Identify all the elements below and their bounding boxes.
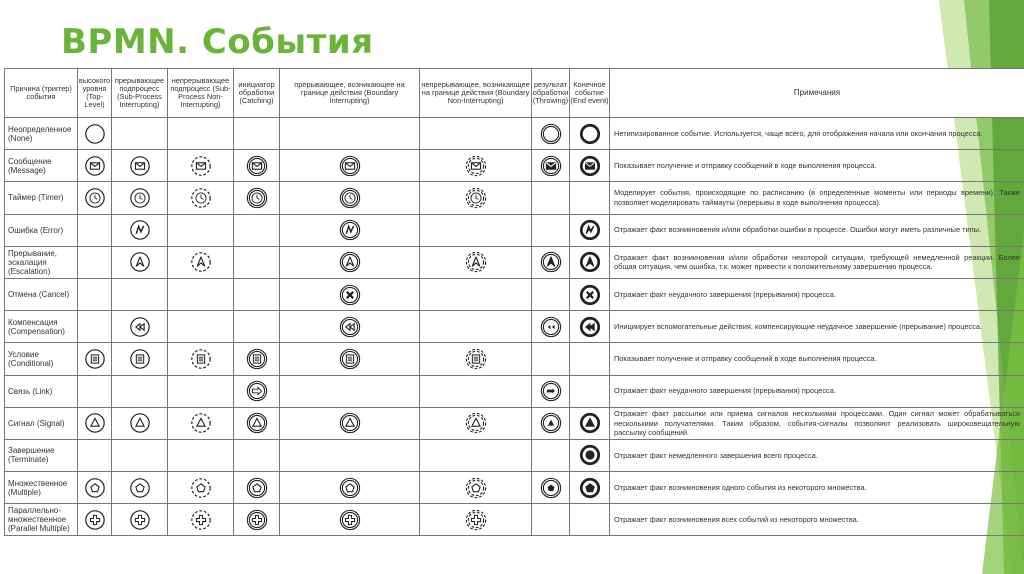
event-type-name: Сигнал (Signal): [5, 407, 78, 439]
event-type-name: Условие (Conditional): [5, 343, 78, 375]
event-symbol-cell: [168, 407, 234, 439]
multiple-intermediate-dashed-icon: [465, 477, 487, 499]
event-symbol-cell: [234, 472, 280, 504]
event-type-name: Ошибка (Error): [5, 214, 78, 246]
table-row: [5, 343, 1024, 375]
event-symbol-cell: [570, 182, 610, 214]
event-symbol-cell: [234, 150, 280, 182]
event-type-name: Связь (Link): [5, 375, 78, 407]
event-symbol-cell: [168, 278, 234, 310]
event-symbol-cell: [112, 182, 168, 214]
event-symbol-cell: [234, 246, 280, 278]
event-symbol-cell: [420, 214, 532, 246]
timer-intermediate-icon: [246, 187, 268, 209]
event-symbol-cell: [570, 214, 610, 246]
parallel-start-icon: [129, 509, 151, 531]
event-symbol-cell: [78, 375, 112, 407]
compensation-start-icon: [129, 316, 151, 338]
timer-intermediate-dashed-icon: [465, 187, 487, 209]
signal-end-filled-icon: [579, 412, 601, 434]
event-symbol-cell: [78, 278, 112, 310]
event-symbol-cell: [234, 504, 280, 536]
event-type-name: Таймер (Timer): [5, 182, 78, 214]
event-type-name: Сообщение (Message): [5, 150, 78, 182]
event-symbol-cell: [168, 182, 234, 214]
table-row: [5, 472, 1024, 504]
event-symbol-cell: [112, 311, 168, 343]
escalation-start-dashed-icon: [190, 251, 212, 273]
event-note: Отражает факт неудачного завершения (прерывания) процесса.: [610, 375, 1024, 407]
header-throwing: результат обработки (Throwing): [532, 69, 570, 118]
event-symbol-cell: [532, 182, 570, 214]
event-symbol-cell: [112, 118, 168, 150]
event-symbol-cell: [234, 278, 280, 310]
header-trigger: Причина (триггер) события: [5, 69, 78, 118]
event-symbol-cell: [570, 407, 610, 439]
table-row: [5, 504, 1024, 536]
header-end: Конечное событие (End event): [570, 69, 610, 118]
event-symbol-cell: [168, 439, 234, 471]
multiple-intermediate-filled-icon: [540, 477, 562, 499]
cancel-end-filled-icon: [579, 284, 601, 306]
timer-start-icon: [84, 187, 106, 209]
event-type-name: Параллельно-множественное (Parallel Multiple): [5, 504, 78, 536]
signal-intermediate-dashed-icon: [465, 412, 487, 434]
event-symbol-cell: [112, 343, 168, 375]
parallel-start-icon: [84, 509, 106, 531]
event-symbol-cell: [78, 407, 112, 439]
event-symbol-cell: [234, 118, 280, 150]
slide-title: BPMN. События: [61, 22, 374, 62]
event-symbol-cell: [234, 214, 280, 246]
event-note: Нетипизированное событие. Используется, чаще всего, для отображения начала или окончания процесса.: [610, 118, 1024, 150]
cancel-intermediate-icon: [339, 284, 361, 306]
multiple-intermediate-icon: [339, 477, 361, 499]
table-row: [5, 118, 1024, 150]
event-type-name: Завершение (Terminate): [5, 439, 78, 471]
event-symbol-cell: [570, 246, 610, 278]
table-row: [5, 246, 1024, 278]
event-symbol-cell: [112, 278, 168, 310]
event-symbol-cell: [420, 439, 532, 471]
table-row: [5, 150, 1024, 182]
event-symbol-cell: [234, 182, 280, 214]
timer-start-icon: [129, 187, 151, 209]
header-top-level: высокого уровня (Top-Level): [78, 69, 112, 118]
signal-intermediate-icon: [246, 412, 268, 434]
event-symbol-cell: [420, 407, 532, 439]
parallel-intermediate-icon: [339, 509, 361, 531]
event-symbol-cell: [112, 150, 168, 182]
signal-start-icon: [84, 412, 106, 434]
event-symbol-cell: [280, 343, 420, 375]
event-symbol-cell: [168, 343, 234, 375]
table-row: [5, 311, 1024, 343]
event-symbol-cell: [168, 246, 234, 278]
event-symbol-cell: [420, 504, 532, 536]
event-symbol-cell: [168, 504, 234, 536]
event-symbol-cell: [78, 150, 112, 182]
signal-intermediate-icon: [339, 412, 361, 434]
event-symbol-cell: [420, 375, 532, 407]
event-symbol-cell: [234, 375, 280, 407]
event-symbol-cell: [168, 472, 234, 504]
event-symbol-cell: [280, 407, 420, 439]
header-sub-interrupting: прерывающее подпроцесс (Sub-Process Interrupting): [112, 69, 168, 118]
event-symbol-cell: [112, 472, 168, 504]
table-row: [5, 214, 1024, 246]
event-symbol-cell: [280, 118, 420, 150]
escalation-intermediate-icon: [339, 251, 361, 273]
escalation-intermediate-dashed-icon: [465, 251, 487, 273]
message-end-filled-icon: [579, 155, 601, 177]
event-symbol-cell: [78, 504, 112, 536]
event-type-name: Компенсация (Compensation): [5, 311, 78, 343]
signal-start-dashed-icon: [190, 412, 212, 434]
event-symbol-cell: [420, 311, 532, 343]
event-note: Показывает получение и отправку сообщений в ходе выполнения процесса.: [610, 343, 1024, 375]
compensation-intermediate-filled-icon: [540, 316, 562, 338]
event-symbol-cell: [78, 182, 112, 214]
event-symbol-cell: [280, 504, 420, 536]
event-symbol-cell: [570, 439, 610, 471]
message-start-icon: [129, 155, 151, 177]
event-symbol-cell: [112, 407, 168, 439]
event-symbol-cell: [532, 118, 570, 150]
escalation-intermediate-filled-icon: [540, 251, 562, 273]
multiple-start-dashed-icon: [190, 477, 212, 499]
event-symbol-cell: [78, 214, 112, 246]
event-symbol-cell: [234, 407, 280, 439]
timer-intermediate-icon: [339, 187, 361, 209]
event-symbol-cell: [570, 311, 610, 343]
table-row: [5, 407, 1024, 439]
error-end-filled-icon: [579, 219, 601, 241]
event-symbol-cell: [168, 375, 234, 407]
event-symbol-cell: [420, 182, 532, 214]
header-boundary-interrupting: прерывающее, возникающее на границе действия (Boundary Interrupting): [280, 69, 420, 118]
compensation-end-filled-icon: [579, 316, 601, 338]
parallel-intermediate-icon: [246, 509, 268, 531]
none-start-icon: [84, 123, 106, 145]
event-symbol-cell: [280, 311, 420, 343]
event-symbol-cell: [280, 182, 420, 214]
event-symbol-cell: [78, 118, 112, 150]
event-note: Отражает факт возникновения и/или обработки ошибки в процессе. Ошибки могут иметь различные типы.: [610, 214, 1024, 246]
event-symbol-cell: [532, 472, 570, 504]
event-symbol-cell: [280, 472, 420, 504]
header-notes: Примечания: [610, 69, 1024, 118]
event-symbol-cell: [112, 214, 168, 246]
event-note: Отражает факт возникновения и/или обработки некоторой ситуации, требующей немедленной реакции. Более общая ситуация, чем ошибка, т.к. может привести к положительному завершению процесса.: [610, 246, 1024, 278]
event-symbol-cell: [420, 278, 532, 310]
event-type-name: Отмена (Cancel): [5, 278, 78, 310]
event-note: Инициирует вспомогательные действия, компенсирующие неудачное завершение (прерывание) процесса.: [610, 311, 1024, 343]
none-intermediate-icon: [540, 123, 562, 145]
header-catching: инициатор обработки (Catching): [234, 69, 280, 118]
event-symbol-cell: [532, 150, 570, 182]
escalation-end-filled-icon: [579, 251, 601, 273]
event-symbol-cell: [112, 439, 168, 471]
event-symbol-cell: [570, 343, 610, 375]
multiple-end-filled-icon: [579, 477, 601, 499]
event-symbol-cell: [280, 375, 420, 407]
event-symbol-cell: [532, 311, 570, 343]
event-note: Отражает факт возникновения одного события из некоторого множества.: [610, 472, 1024, 504]
conditional-start-dashed-icon: [190, 348, 212, 370]
event-type-name: Неопределенное (None): [5, 118, 78, 150]
link-intermediate-filled-icon: [540, 380, 562, 402]
parallel-intermediate-dashed-icon: [465, 509, 487, 531]
message-intermediate-dashed-icon: [465, 155, 487, 177]
message-start-icon: [84, 155, 106, 177]
multiple-start-icon: [84, 477, 106, 499]
event-symbol-cell: [532, 246, 570, 278]
event-symbol-cell: [168, 150, 234, 182]
event-symbol-cell: [570, 278, 610, 310]
event-symbol-cell: [112, 246, 168, 278]
parallel-start-dashed-icon: [190, 509, 212, 531]
event-symbol-cell: [420, 343, 532, 375]
table-row: [5, 278, 1024, 310]
link-intermediate-icon: [246, 380, 268, 402]
event-symbol-cell: [112, 504, 168, 536]
escalation-start-icon: [129, 251, 151, 273]
event-symbol-cell: [420, 150, 532, 182]
compensation-intermediate-icon: [339, 316, 361, 338]
table-row: [5, 182, 1024, 214]
event-symbol-cell: [78, 343, 112, 375]
none-end-icon: [579, 123, 601, 145]
event-symbol-cell: [234, 343, 280, 375]
signal-intermediate-filled-icon: [540, 412, 562, 434]
event-symbol-cell: [78, 311, 112, 343]
event-symbol-cell: [532, 407, 570, 439]
event-symbol-cell: [168, 214, 234, 246]
message-intermediate-filled-icon: [540, 155, 562, 177]
event-note: Отражает факт немедленного завершения всего процесса.: [610, 439, 1024, 471]
event-symbol-cell: [532, 278, 570, 310]
event-symbol-cell: [532, 214, 570, 246]
terminate-end-filled-icon: [579, 444, 601, 466]
multiple-intermediate-icon: [246, 477, 268, 499]
event-note: Отражает факт рассылки или приема сигналов несколькими процессами. Один сигнал может обрабатываться несколькими получателями. Таким образом, события-сигналы позволяют реализовать широковещательную рассылку сообщений.: [610, 407, 1024, 439]
event-symbol-cell: [420, 246, 532, 278]
event-symbol-cell: [112, 375, 168, 407]
event-symbol-cell: [280, 278, 420, 310]
event-symbol-cell: [280, 150, 420, 182]
event-symbol-cell: [78, 439, 112, 471]
event-symbol-cell: [532, 343, 570, 375]
error-start-icon: [129, 219, 151, 241]
conditional-start-icon: [129, 348, 151, 370]
event-symbol-cell: [570, 375, 610, 407]
error-intermediate-icon: [339, 219, 361, 241]
event-note: Моделирует события, происходящие по расписанию (в определенные моменты или периоды времени). Также позволяет моделировать таймауты (перерывы в ходе выполнения процесса).: [610, 182, 1024, 214]
signal-start-icon: [129, 412, 151, 434]
header-boundary-non-interrupting: непрерывающее, возникающее на границе действия (Boundary Non-Interrupting): [420, 69, 532, 118]
event-symbol-cell: [78, 246, 112, 278]
event-symbol-cell: [532, 439, 570, 471]
conditional-intermediate-icon: [339, 348, 361, 370]
multiple-start-icon: [129, 477, 151, 499]
event-type-name: Прерывание, эскалация (Escalation): [5, 246, 78, 278]
conditional-intermediate-dashed-icon: [465, 348, 487, 370]
event-type-name: Множественное (Multiple): [5, 472, 78, 504]
conditional-intermediate-icon: [246, 348, 268, 370]
message-start-dashed-icon: [190, 155, 212, 177]
event-symbol-cell: [570, 150, 610, 182]
event-symbol-cell: [234, 439, 280, 471]
bpmn-events-table: [4, 68, 1024, 534]
event-symbol-cell: [570, 118, 610, 150]
event-symbol-cell: [420, 118, 532, 150]
event-symbol-cell: [532, 504, 570, 536]
event-note: Показывает получение и отправку сообщений в ходе выполнения процесса.: [610, 150, 1024, 182]
event-symbol-cell: [532, 375, 570, 407]
event-symbol-cell: [280, 439, 420, 471]
event-symbol-cell: [570, 472, 610, 504]
event-symbol-cell: [280, 246, 420, 278]
conditional-start-icon: [84, 348, 106, 370]
message-intermediate-icon: [339, 155, 361, 177]
event-symbol-cell: [168, 118, 234, 150]
event-symbol-cell: [78, 472, 112, 504]
table-row: [5, 375, 1024, 407]
message-intermediate-icon: [246, 155, 268, 177]
event-symbol-cell: [570, 504, 610, 536]
header-sub-non-interrupting: непрерывающее подпроцесс (Sub-Process Non-Interrupting): [168, 69, 234, 118]
event-symbol-cell: [234, 311, 280, 343]
table-header-row: [5, 69, 1024, 118]
event-symbol-cell: [280, 214, 420, 246]
event-symbol-cell: [168, 311, 234, 343]
table-row: [5, 439, 1024, 471]
event-symbol-cell: [420, 472, 532, 504]
event-note: Отражает факт возникновения всех событий из некоторого множества.: [610, 504, 1024, 536]
event-note: Отражает факт неудачного завершения (прерывания) процесса.: [610, 278, 1024, 310]
timer-start-dashed-icon: [190, 187, 212, 209]
